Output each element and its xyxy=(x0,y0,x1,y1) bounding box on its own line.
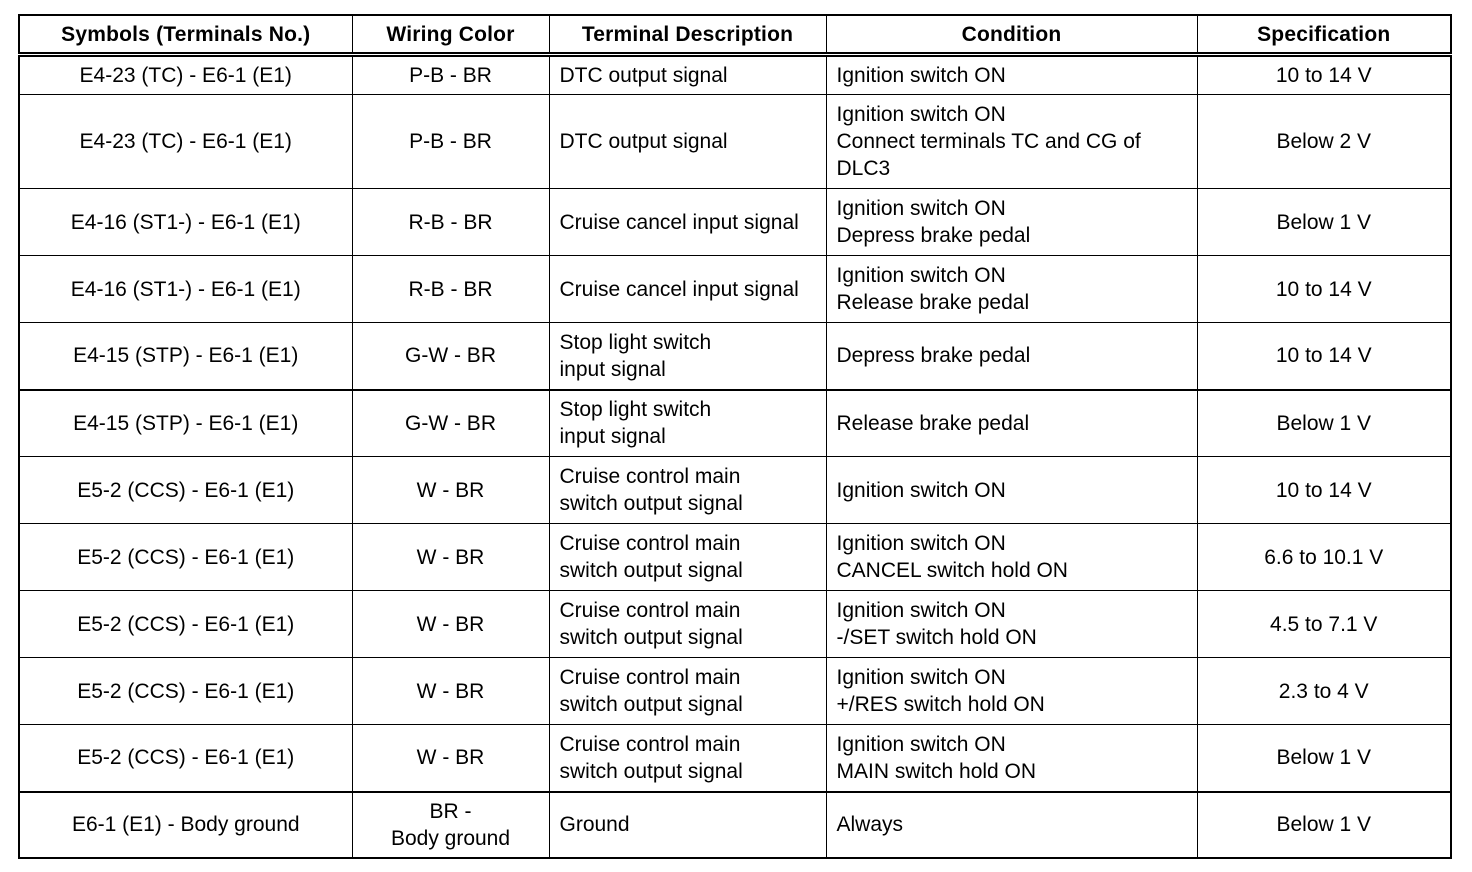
cell-specification: Below 1 V xyxy=(1197,390,1451,457)
table-row xyxy=(19,591,1451,658)
table-row xyxy=(19,390,1451,457)
cell-symbols: E4-15 (STP) - E6-1 (E1) xyxy=(19,323,352,390)
cell-description: Cruise control main switch output signal xyxy=(549,457,826,524)
cell-specification: Below 1 V xyxy=(1197,725,1451,792)
cell-wiring-color: R-B - BR xyxy=(352,256,549,323)
cell-symbols: E5-2 (CCS) - E6-1 (E1) xyxy=(19,524,352,591)
table-row xyxy=(19,658,1451,725)
cell-wiring-color: W - BR xyxy=(352,725,549,792)
cell-condition: Ignition switch ON Depress brake pedal xyxy=(826,189,1197,256)
cell-symbols: E4-23 (TC) - E6-1 (E1) xyxy=(19,95,352,189)
cell-wiring-color: G-W - BR xyxy=(352,390,549,457)
cell-wiring-color: W - BR xyxy=(352,591,549,658)
cell-condition: Ignition switch ON CANCEL switch hold ON xyxy=(826,524,1197,591)
cell-specification: 10 to 14 V xyxy=(1197,55,1451,95)
cell-symbols: E4-23 (TC) - E6-1 (E1) xyxy=(19,55,352,95)
table-row xyxy=(19,725,1451,792)
cell-specification: Below 1 V xyxy=(1197,189,1451,256)
cell-wiring-color: P-B - BR xyxy=(352,55,549,95)
cell-wiring-color: G-W - BR xyxy=(352,323,549,390)
cell-description: Cruise cancel input signal xyxy=(549,256,826,323)
header-symbols: Symbols (Terminals No.) xyxy=(19,15,352,55)
cell-specification: Below 1 V xyxy=(1197,792,1451,858)
table-row xyxy=(19,457,1451,524)
table-row xyxy=(19,256,1451,323)
cell-description: Cruise control main switch output signal xyxy=(549,524,826,591)
cell-description: DTC output signal xyxy=(549,55,826,95)
cell-condition: Depress brake pedal xyxy=(826,323,1197,390)
cell-wiring-color: W - BR xyxy=(352,658,549,725)
cell-condition: Ignition switch ON Connect terminals TC and CG of DLC3 xyxy=(826,95,1197,189)
cell-description: Cruise control main switch output signal xyxy=(549,591,826,658)
cell-specification: 6.6 to 10.1 V xyxy=(1197,524,1451,591)
cell-symbols: E5-2 (CCS) - E6-1 (E1) xyxy=(19,457,352,524)
cell-condition: Ignition switch ON +/RES switch hold ON xyxy=(826,658,1197,725)
cell-wiring-color: R-B - BR xyxy=(352,189,549,256)
table-row xyxy=(19,792,1451,858)
table-row xyxy=(19,95,1451,189)
table-row xyxy=(19,189,1451,256)
cell-condition: Release brake pedal xyxy=(826,390,1197,457)
cell-description: Stop light switch input signal xyxy=(549,323,826,390)
cell-symbols: E5-2 (CCS) - E6-1 (E1) xyxy=(19,591,352,658)
cell-condition: Ignition switch ON xyxy=(826,55,1197,95)
cell-specification: 10 to 14 V xyxy=(1197,256,1451,323)
header-row xyxy=(19,15,1451,55)
cell-symbols: E4-15 (STP) - E6-1 (E1) xyxy=(19,390,352,457)
table-row xyxy=(19,55,1451,95)
cell-description: DTC output signal xyxy=(549,95,826,189)
cell-specification: 10 to 14 V xyxy=(1197,457,1451,524)
table-body xyxy=(19,55,1451,858)
terminal-spec-table xyxy=(18,14,1452,859)
header-terminal-description: Terminal Description xyxy=(549,15,826,55)
cell-symbols: E4-16 (ST1-) - E6-1 (E1) xyxy=(19,256,352,323)
cell-specification: 2.3 to 4 V xyxy=(1197,658,1451,725)
cell-condition: Ignition switch ON xyxy=(826,457,1197,524)
cell-description: Ground xyxy=(549,792,826,858)
header-wiring-color: Wiring Color xyxy=(352,15,549,55)
cell-symbols: E4-16 (ST1-) - E6-1 (E1) xyxy=(19,189,352,256)
cell-condition: Ignition switch ON MAIN switch hold ON xyxy=(826,725,1197,792)
cell-description: Cruise cancel input signal xyxy=(549,189,826,256)
cell-symbols: E5-2 (CCS) - E6-1 (E1) xyxy=(19,658,352,725)
cell-description: Cruise control main switch output signal xyxy=(549,658,826,725)
cell-description: Cruise control main switch output signal xyxy=(549,725,826,792)
cell-specification: 10 to 14 V xyxy=(1197,323,1451,390)
cell-wiring-color: W - BR xyxy=(352,457,549,524)
cell-symbols: E5-2 (CCS) - E6-1 (E1) xyxy=(19,725,352,792)
table-row xyxy=(19,524,1451,591)
cell-description: Stop light switch input signal xyxy=(549,390,826,457)
cell-condition: Always xyxy=(826,792,1197,858)
header-specification: Specification xyxy=(1197,15,1451,55)
cell-specification: Below 2 V xyxy=(1197,95,1451,189)
header-condition: Condition xyxy=(826,15,1197,55)
cell-wiring-color: BR - Body ground xyxy=(352,792,549,858)
cell-wiring-color: W - BR xyxy=(352,524,549,591)
cell-wiring-color: P-B - BR xyxy=(352,95,549,189)
cell-condition: Ignition switch ON -/SET switch hold ON xyxy=(826,591,1197,658)
table-header xyxy=(19,15,1451,55)
cell-symbols: E6-1 (E1) - Body ground xyxy=(19,792,352,858)
cell-specification: 4.5 to 7.1 V xyxy=(1197,591,1451,658)
table-row xyxy=(19,323,1451,390)
cell-condition: Ignition switch ON Release brake pedal xyxy=(826,256,1197,323)
